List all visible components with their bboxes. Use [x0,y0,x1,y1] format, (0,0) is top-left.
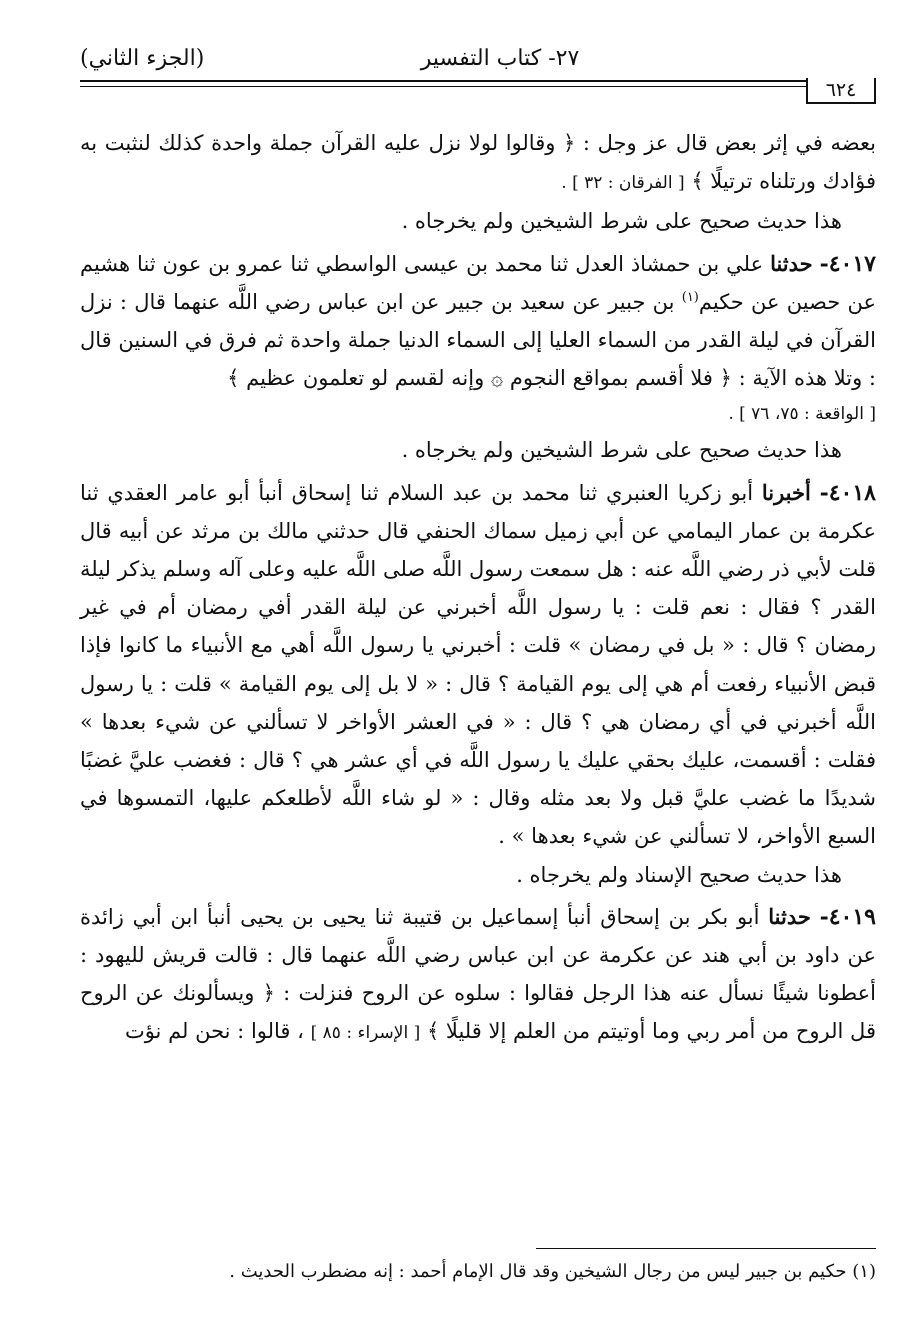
hadith-text: أبو بكر بن إسحاق أنبأ إسماعيل بن قتيبة ثنا يحيى بن يحيى أنبأ ابن أبي زائدة عن داود بن أبي هند عن عكرمة عن ابن عباس رضي اللَّه عنهما قال : قالت قريش لليهود : أعطونا شيئًا نسأل عنه هذا الرجل فقالوا : سلوه عن الروح فنزلت : ﴿ ويسألونك عن الروح قل الروح من أمر ربي وما أوتيتم من العلم إلا قليلًا ﴾ [80,904,877,1044]
hadith-text-cont: بن جبير عن سعيد بن جبير عن ابن عباس رضي اللَّه عنهما قال : نزل القرآن في ليلة القدر من السماء العليا إلى السماء الدنيا جملة واحدة ثم فرق في السنين قال : وتلا هذه الآية : ﴿ فلا أقسم بمواقع النجوم ۞ وإنه لقسم لو تعلمون عظيم ﴾ [80,289,876,391]
hadith-text: علي بن حمشاذ العدل ثنا محمد بن عيسى الواسطي ثنا عمرو بن عون ثنا هشيم عن حصين عن حكيم [80,251,876,314]
narration-lead: أخبرنا [761,479,811,505]
hadith-number: ٤٠١٩- [819,903,876,930]
volume-label: (الجزء الثاني) [80,46,205,71]
quran-reference: [ الفرقان : ٣٢ ] . [561,173,685,194]
page-number: ٦٢٤ [806,78,876,104]
header-rule-thin [80,86,876,87]
quran-reference: [ الواقعة : ٧٥، ٧٦ ] . [728,404,876,425]
hadith-text-cont: ، قالوا : نحن لم نؤت [124,1019,304,1044]
grading-statement: هذا حديث صحيح الإسناد ولم يخرجاه . [516,862,842,887]
quran-reference: [ الإسراء : ٨٥ ] [310,1023,421,1044]
footnote-separator [536,1248,876,1249]
hadith-4017 [80,245,876,398]
narration-lead: حدثنا [768,903,811,929]
hadith-number: ٤٠١٧- [819,250,876,277]
paragraph-continuation [80,124,876,202]
page-header [80,40,876,100]
footnote: (١) حكيم بن جبير ليس من رجال الشيخين وقد قال الإمام أحمد : إنه مضطرب الحديث . [229,1261,876,1282]
book-title: ٢٧- كتاب التفسير [420,46,580,71]
narration-lead: حدثنا [770,250,813,276]
grading-statement: هذا حديث صحيح على شرط الشيخين ولم يخرجاه . [401,209,842,234]
continuation-text: بعضه في إثر بعض قال عز وجل : ﴿ وقالوا لولا نزل عليه القرآن جملة واحدة كذلك لنثبت به فؤادك ورتلناه ترتيلًا ﴾ [80,131,876,194]
footnote-marker: (١) [681,289,699,305]
hadith-text: أبو زكريا العنبري ثنا محمد بن عبد السلام ثنا إسحاق أنبأ أبو عامر العقدي ثنا عكرمة بن عمار اليمامي عن أبي زميل سماك الحنفي قال حدثني مالك بن مرثد عن أبيه قال قلت لأبي ذر رضي اللَّه عنه : هل سمعت رسول اللَّه صلى اللَّه عليه وعلى آله وسلم يذكر ليلة القدر ؟ فقال : نعم قلت : يا رسول اللَّه أخبرني عن ليلة القدر أفي رمضان أم في غير رمضان ؟ قال : « بل في رمضان » قلت : أخبرني يا رسول اللَّه أهي مع الأنبياء ما كانوا فإذا قبض الأنبياء رفعت أم هي إلى يوم القيامة ؟ قال : « لا بل إلى يوم القيامة » قلت : يا رسول اللَّه أخبرني في أي رمضان هي ؟ قال : « في العشر الأواخر لا تسألني عن شيء بعدها » فقلت : أقسمت، عليك بحقي عليك يا رسول اللَّه في أي عشر هي ؟ قال : فغضب عليَّ غضبًا شديدًا ما غضب عليَّ قبل ولا بعد مثله وقال : « لو شاء اللَّه لأطلعكم عليها، التمسوها في السبع الأواخر، لا تسألني عن شيء بعدها » . [80,480,876,849]
grading-statement: هذا حديث صحيح على شرط الشيخين ولم يخرجاه . [401,438,842,463]
hadith-4019 [80,898,876,1053]
hadith-4018 [80,474,876,856]
hadith-number: ٤٠١٨- [819,479,876,506]
main-text [80,124,876,1053]
header-rule-thick [80,80,876,82]
